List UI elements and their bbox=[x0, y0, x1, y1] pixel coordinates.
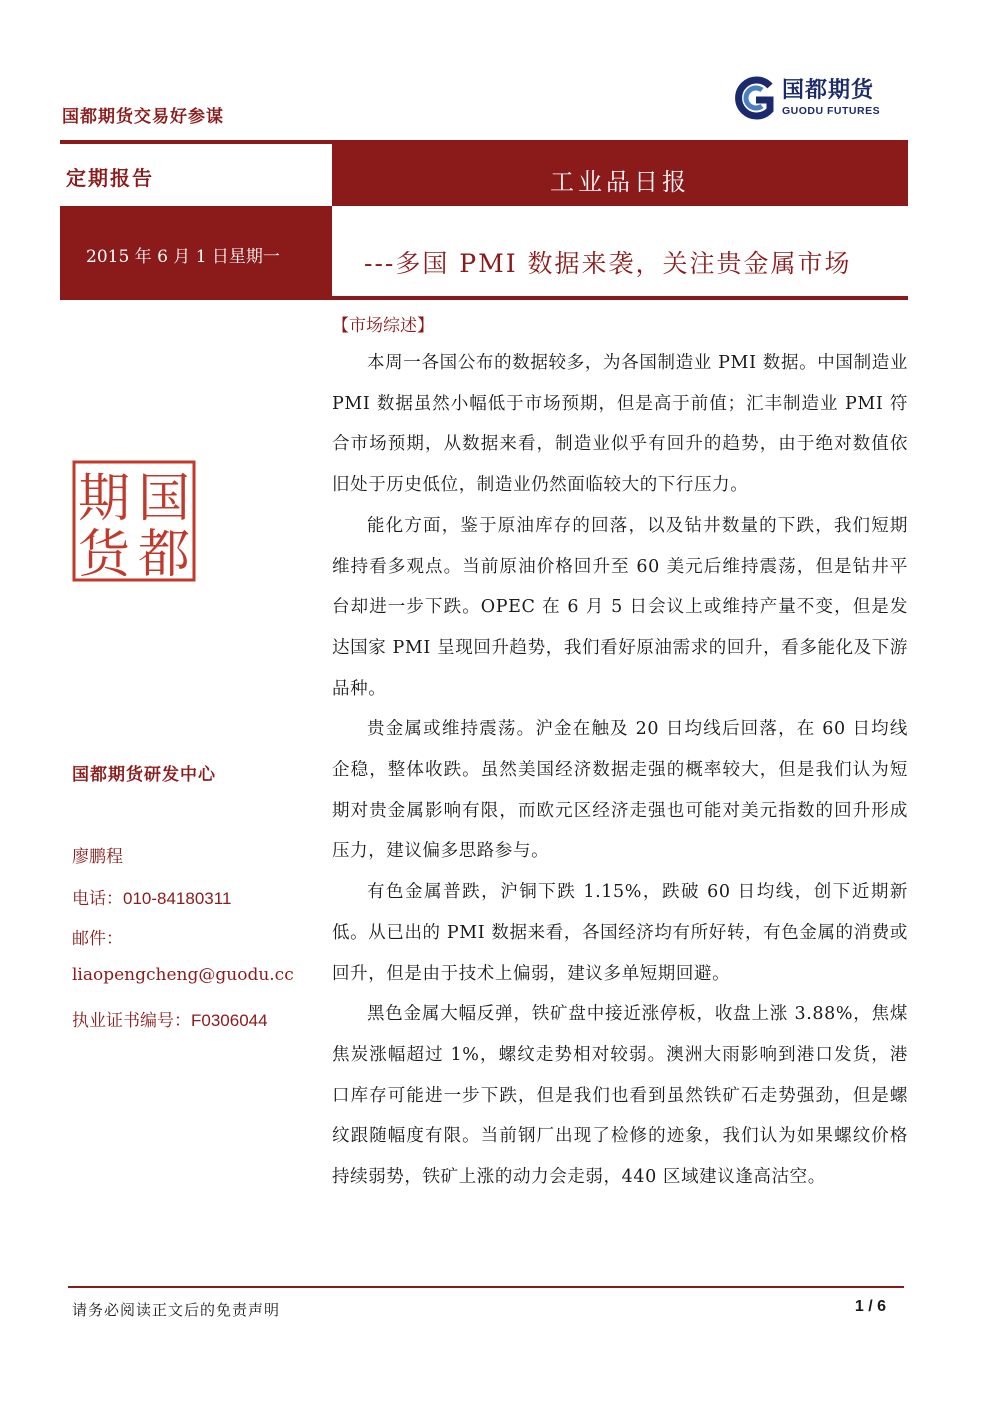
paragraph-overview: 本周一各国公布的数据较多，为各国制造业 PMI 数据。中国制造业 PMI 数据虽然小幅低于市场预期，但是高于前值；汇丰制造业 PMI 符合市场预期，从数据来看，制造业似乎有回升的趋势，由于绝对数值依旧处于历史低位，制造业仍然面临较大的下行压力。 bbox=[332, 353, 908, 496]
email-label: 邮件： bbox=[72, 929, 123, 949]
report-title: 工业品日报 bbox=[550, 168, 690, 196]
header-bottom-rule bbox=[60, 296, 908, 300]
company-seal-stamp bbox=[72, 460, 196, 582]
certificate-number: F0306044 bbox=[191, 1011, 268, 1030]
logo-chinese-text: 国都期货 bbox=[782, 77, 875, 103]
report-date: 2015 年 6 月 1 日星期一 bbox=[86, 247, 280, 267]
phone-number: 010-84180311 bbox=[123, 889, 232, 908]
certificate-label: 执业证书编号： bbox=[72, 1011, 191, 1031]
phone-label: 电话： bbox=[72, 889, 123, 909]
report-type: 定期报告 bbox=[66, 166, 154, 190]
report-type-cell bbox=[60, 144, 332, 204]
guodu-logo-icon bbox=[732, 76, 776, 120]
paragraph-ferrous-metals: 黑色金属大幅反弹，铁矿盘中接近涨停板，收盘上涨 3.88%，焦煤焦炭涨幅超过 1%，螺纹走势相对较弱。澳洲大雨影响到港口发货，港口库存可能进一步下跌，但是我们也看到虽然铁矿石走势强劲，但是螺纹跟随幅度有限。当前钢厂出现了检修的迹象，我们认为如果螺纹价格持续弱势，铁矿上涨的动力会走弱，440 区域建议逢高沽空。 bbox=[332, 1004, 908, 1188]
email-address[interactable]: liaopengcheng@guodu.cc bbox=[72, 965, 294, 985]
paragraph-energy-chemicals: 能化方面，鉴于原油库存的回落，以及钻井数量的下跌，我们短期维持看多观点。当前原油价格回升至 60 美元后维持震荡，但是钻井平台却进一步下跌。OPEC 在 6 月 5 日会议上或维持产量不变，但是发达国家 PMI 呈现回升趋势，我们看好原油需求的回升，看多能化及下游品种。 bbox=[332, 515, 908, 699]
page-number: 1 / 6 bbox=[854, 1298, 886, 1315]
report-subtitle-cell bbox=[332, 206, 908, 298]
disclaimer-note: 请务必阅读正文后的免责声明 bbox=[72, 1301, 281, 1319]
certificate-line bbox=[72, 1006, 268, 1031]
author-name: 廖鹏程 bbox=[72, 847, 123, 867]
svg-text:国: 国 bbox=[137, 469, 191, 529]
logo-english-text: GUODU FUTURES bbox=[782, 104, 881, 117]
paragraph-precious-metals: 贵金属或维持震荡。沪金在触及 20 日均线后回落，在 60 日均线企稳，整体收跌。虽然美国经济数据走强的概率较大，但是我们认为短期对贵金属影响有限，而欧元区经济走强也可能对美元指数的回升形成压力，建议偏多思路参与。 bbox=[332, 719, 908, 862]
section-title: 【市场综述】 bbox=[332, 316, 434, 336]
phone-line bbox=[72, 884, 231, 909]
svg-text:货: 货 bbox=[77, 525, 131, 582]
report-body bbox=[332, 343, 908, 1198]
footer-rule bbox=[68, 1286, 904, 1288]
tagline: 国都期货交易好参谋 bbox=[62, 107, 224, 127]
svg-text:都: 都 bbox=[137, 525, 191, 582]
report-date-cell bbox=[60, 206, 332, 298]
report-subtitle: ---多国 PMI 数据来袭，关注贵金属市场 bbox=[364, 249, 852, 278]
svg-text:期: 期 bbox=[77, 469, 131, 529]
author-sidebar bbox=[72, 760, 322, 1031]
paragraph-nonferrous-metals: 有色金属普跌，沪铜下跌 1.15%，跌破 60 日均线，创下近期新低。从已出的 PMI 数据来看，各国经济均有所好转，有色金属的消费或回升，但是由于技术上偏弱，建议多单短期回避。 bbox=[332, 882, 908, 984]
research-center: 国都期货研发中心 bbox=[72, 765, 216, 785]
company-logo bbox=[732, 76, 908, 120]
report-title-cell bbox=[332, 144, 908, 206]
